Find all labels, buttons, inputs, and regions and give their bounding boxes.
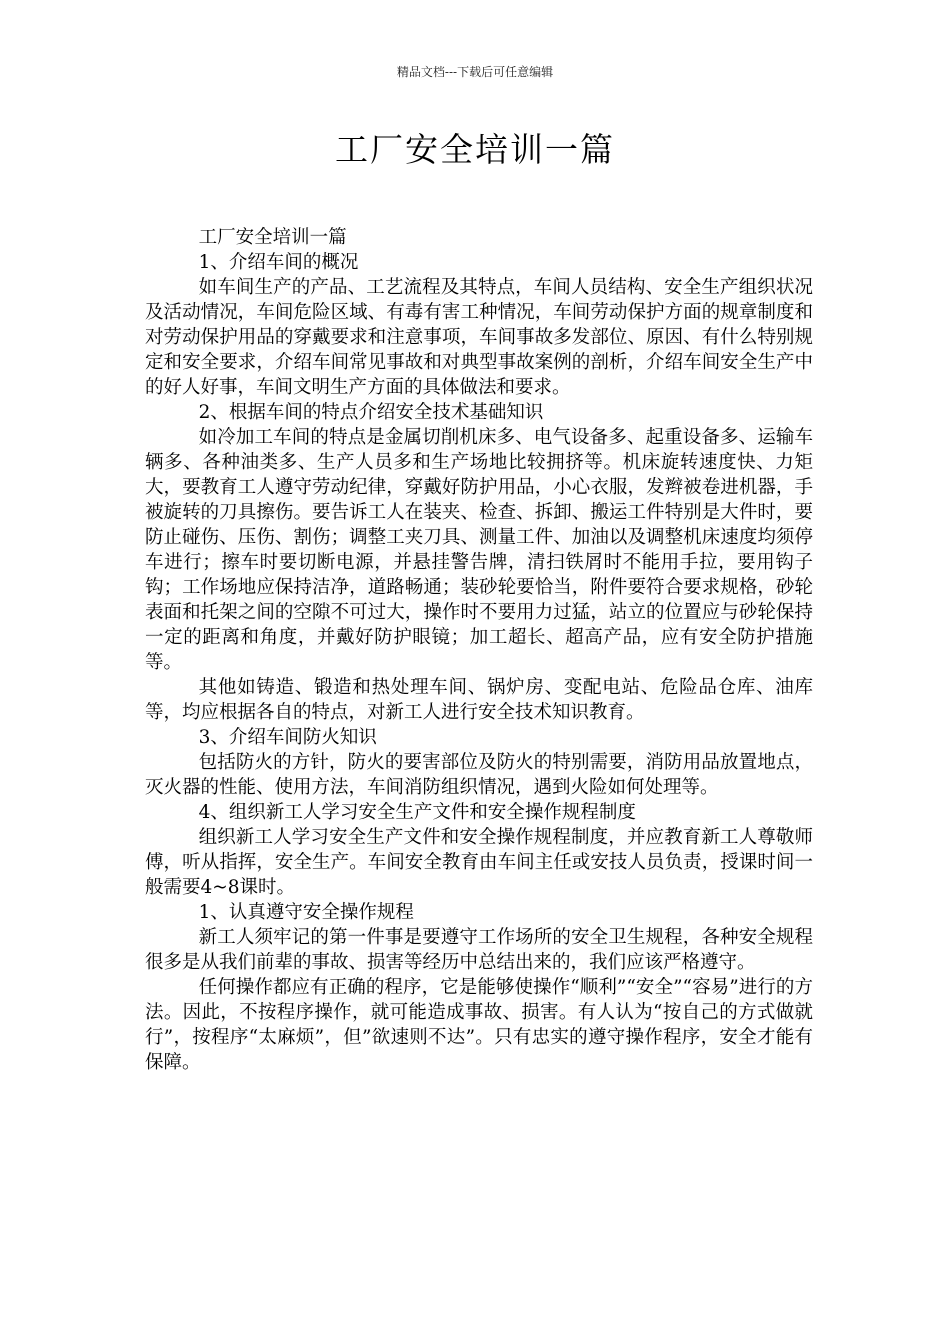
header-note: 精品文档---下载后可任意编辑 — [396, 65, 554, 79]
heading-follow-procedures: 1、认真遵守安全操作规程 — [198, 902, 414, 923]
heading-workshop-overview: 1、介绍车间的概况 — [198, 252, 359, 273]
heading-fire-prevention: 3、介绍车间防火知识 — [198, 727, 377, 748]
paragraph-other-workshops: 其他如铸造、锻造和热处理车间、锅炉房、变配电站、危险品仓库、油库等，均应根据各自的特点，对新工人进行安全技术知识教育。 — [145, 677, 813, 723]
paragraph-safety-basics: 如冷加工车间的特点是金属切削机床多、电气设备多、起重设备多、运输车辆多、各种油类多、生产人员多和生产场地比较拥挤等。机床旋转速度快、力矩大，要教育工人遵守劳动纪律，穿戴好防护用品，小心衣服，发辫被卷进机器，手被旋转的刀具擦伤。要告诉工人在装夹、检查、拆卸、搬运工件特别是大件时，要防止碰伤、压伤、割伤；调整工夹刀具、测量工件、加油以及调整机床速度均须停车进行；擦车时要切断电源，并悬挂警告牌，清扫铁屑时不能用手拉，要用钩子钩；工作场地应保持洁净，道路畅通；装砂轮要恰当，附件要符合要求规格，砂轮表面和托架之间的空隙不可过大，操作时不要用力过猛，站立的位置应与砂轮保持一定的距离和角度，并戴好防护眼镜；加工超长、超高产品，应有安全防护措施等。 — [145, 427, 813, 673]
document-title: 工厂安全培训一篇 — [335, 130, 615, 169]
heading-safety-basics: 2、根据车间的特点介绍安全技术基础知识 — [198, 402, 544, 423]
paragraph-fire-prevention: 包括防火的方针，防火的要害部位及防火的特别需要，消防用品放置地点，灭火器的性能、使用方法，车间消防组织情况，遇到火险如何处理等。 — [145, 752, 813, 798]
document-body — [145, 225, 813, 1075]
heading-study-regulations: 4、组织新工人学习安全生产文件和安全操作规程制度 — [198, 802, 636, 823]
paragraph-correct-procedure: 任何操作都应有正确的程序，它是能够使操作“顺利”“安全”“容易”进行的方法。因此，不按程序操作，就可能造成事故、损害。有人认为“按自己的方式做就行”，按程序“太麻烦”，但”欲速则不达”。只有忠实的遵守操作程序，安全才能有保障。 — [145, 977, 813, 1073]
paragraph-follow-procedures: 新工人须牢记的第一件事是要遵守工作场所的安全卫生规程，各种安全规程很多是从我们前辈的事故、损害等经历中总结出来的，我们应该严格遵守。 — [145, 927, 813, 973]
paragraph-doc-name: 工厂安全培训一篇 — [198, 227, 347, 248]
paragraph-study-regulations: 组织新工人学习安全生产文件和安全操作规程制度，并应教育新工人尊敬师傅，听从指挥，安全生产。车间安全教育由车间主任或安技人员负责，授课时间一般需要4~8课时。 — [145, 827, 813, 898]
paragraph-workshop-overview: 如车间生产的产品、工艺流程及其特点，车间人员结构、安全生产组织状况及活动情况，车间危险区域、有毒有害工种情况，车间劳动保护方面的规章制度和对劳动保护用品的穿戴要求和注意事项，车间事故多发部位、原因、有什么特别规定和安全要求，介绍车间常见事故和对典型事故案例的剖析，介绍车间安全生产中的好人好事，车间文明生产方面的具体做法和要求。 — [145, 277, 813, 398]
